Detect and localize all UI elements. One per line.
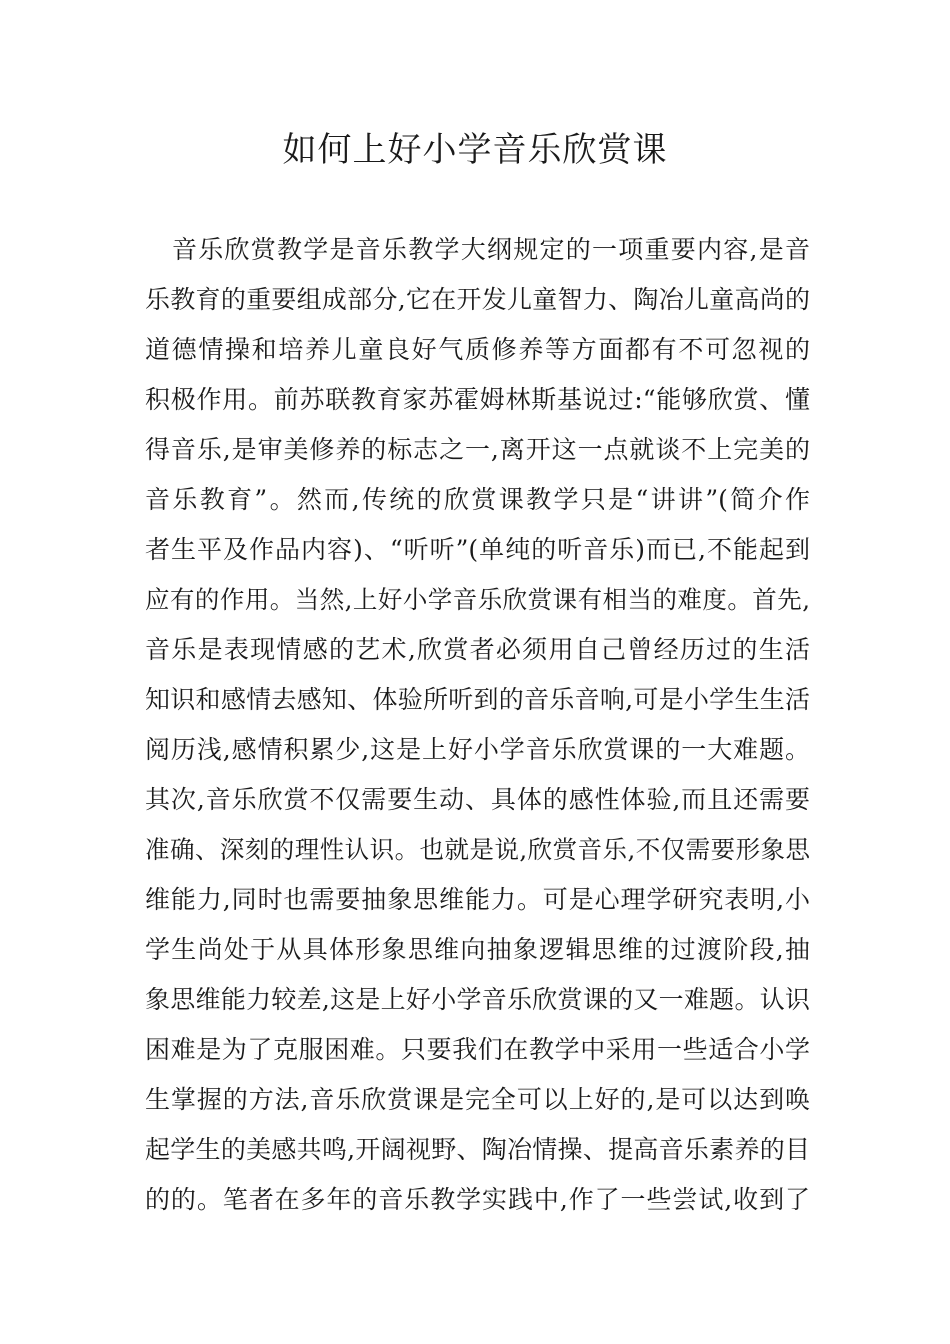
body-line: 音乐欣赏教学是音乐教学大纲规定的一项重要内容,是音 — [172, 235, 810, 264]
body-line: 困难是为了克服困难。只要我们在教学中采用一些适合小学 — [145, 1035, 810, 1064]
document-body — [145, 225, 810, 1225]
body-line: 阅历浅,感情积累少,这是上好小学音乐欣赏课的一大难题。 — [145, 735, 810, 764]
body-line: 象思维能力较差,这是上好小学音乐欣赏课的又一难题。认识 — [145, 985, 810, 1014]
body-line: 者生平及作品内容)、“听听”(单纯的听音乐)而已,不能起到 — [145, 535, 810, 564]
body-line: 知识和感情去感知、体验所听到的音乐音响,可是小学生生活 — [145, 685, 810, 714]
body-line: 维能力,同时也需要抽象思维能力。可是心理学研究表明,小 — [145, 885, 810, 914]
body-line: 起学生的美感共鸣,开阔视野、陶冶情操、提高音乐素养的目 — [145, 1135, 810, 1164]
document-title: 如何上好小学音乐欣赏课 — [282, 130, 668, 170]
body-line: 学生尚处于从具体形象思维向抽象逻辑思维的过渡阶段,抽 — [145, 935, 810, 964]
body-line: 准确、深刻的理性认识。也就是说,欣赏音乐,不仅需要形象思 — [145, 835, 810, 864]
body-line: 音乐是表现情感的艺术,欣赏者必须用自己曾经历过的生活 — [145, 635, 810, 664]
body-line: 积极作用。前苏联教育家苏霍姆林斯基说过:“能够欣赏、懂 — [145, 385, 810, 414]
body-line: 音乐教育”。然而,传统的欣赏课教学只是“讲讲”(简介作 — [145, 485, 810, 514]
body-line: 得音乐,是审美修养的标志之一,离开这一点就谈不上完美的 — [145, 435, 810, 464]
body-line: 其次,音乐欣赏不仅需要生动、具体的感性体验,而且还需要 — [145, 785, 810, 814]
body-line: 乐教育的重要组成部分,它在开发儿童智力、陶冶儿童高尚的 — [145, 285, 810, 314]
body-line: 道德情操和培养儿童良好气质修养等方面都有不可忽视的 — [145, 335, 810, 364]
body-line: 生掌握的方法,音乐欣赏课是完全可以上好的,是可以达到唤 — [145, 1085, 810, 1114]
body-line: 应有的作用。当然,上好小学音乐欣赏课有相当的难度。首先, — [145, 585, 810, 614]
body-line: 的的。笔者在多年的音乐教学实践中,作了一些尝试,收到了 — [145, 1185, 810, 1214]
